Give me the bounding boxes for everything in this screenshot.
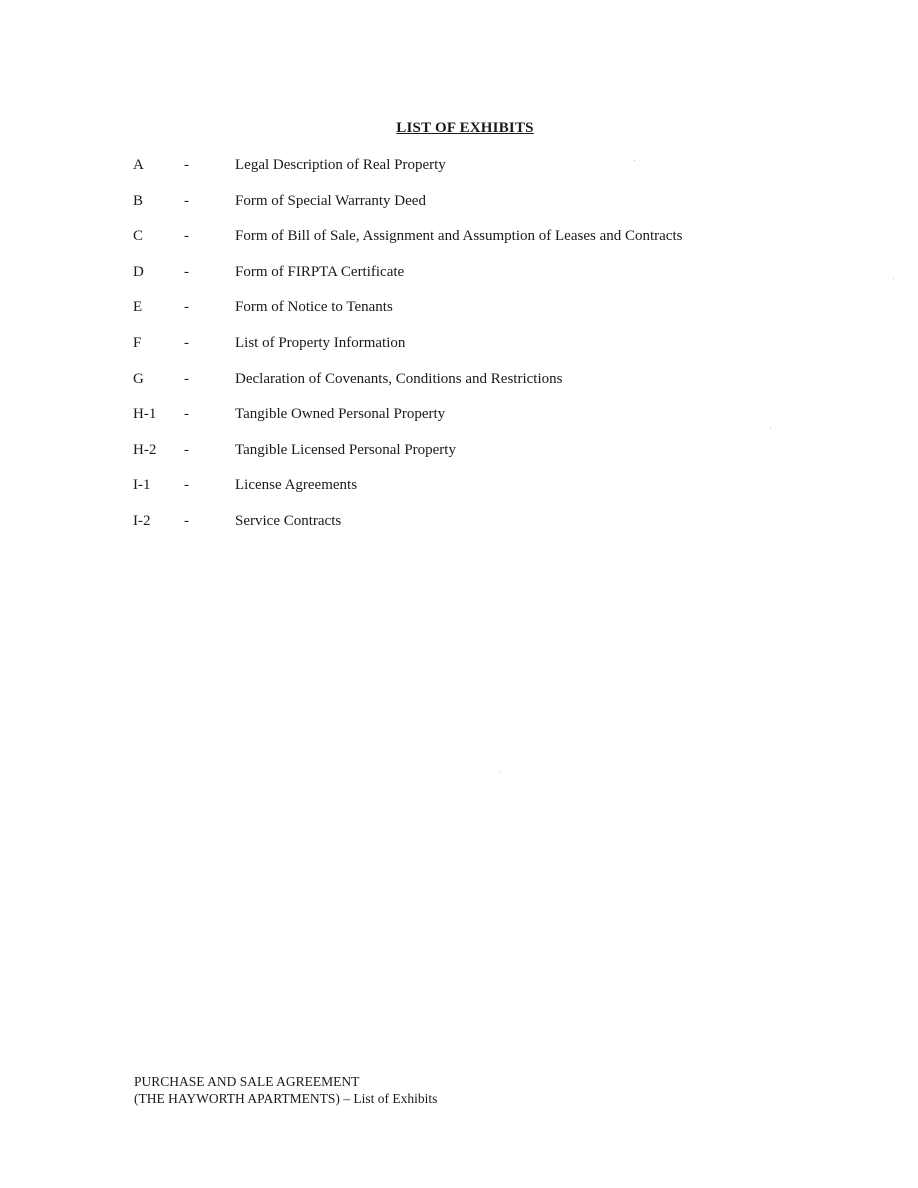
exhibit-row-h-2 bbox=[133, 440, 833, 476]
exhibit-letter: A bbox=[133, 157, 144, 173]
exhibit-letter: C bbox=[133, 228, 144, 245]
exhibit-row-b bbox=[133, 191, 833, 227]
exhibit-description: Tangible Licensed Personal Property bbox=[235, 441, 456, 458]
exhibit-dash: - bbox=[184, 299, 189, 316]
exhibit-letter: H-2 bbox=[133, 441, 157, 458]
scan-speck bbox=[770, 427, 771, 428]
exhibit-row-g bbox=[133, 369, 833, 405]
scan-speck bbox=[893, 278, 894, 279]
exhibit-description: Legal Description of Real Property bbox=[235, 157, 446, 173]
footer-line-2: (THE HAYWORTH APARTMENTS) – List of Exhibits bbox=[134, 1091, 438, 1106]
exhibit-row-i-2 bbox=[133, 511, 833, 547]
exhibit-letter: I-2 bbox=[133, 512, 151, 529]
exhibit-row-h-1 bbox=[133, 404, 833, 440]
exhibit-description: Form of Special Warranty Deed bbox=[235, 192, 426, 209]
exhibit-dash: - bbox=[184, 228, 189, 245]
exhibit-row-f bbox=[133, 333, 833, 369]
exhibit-description: Declaration of Covenants, Conditions and Restrictions bbox=[235, 370, 563, 387]
exhibit-letter: E bbox=[133, 299, 143, 316]
exhibit-description: Form of Notice to Tenants bbox=[235, 299, 393, 316]
exhibit-row-c bbox=[133, 226, 833, 262]
exhibit-description: Service Contracts bbox=[235, 512, 342, 529]
exhibit-dash: - bbox=[184, 263, 189, 280]
scan-speck bbox=[634, 160, 635, 161]
exhibit-row-i-1 bbox=[133, 475, 833, 511]
exhibit-row-e bbox=[133, 297, 833, 333]
exhibit-list bbox=[133, 155, 833, 547]
exhibit-letter: B bbox=[133, 192, 144, 209]
exhibit-dash: - bbox=[184, 370, 189, 387]
exhibit-letter: H-1 bbox=[133, 406, 157, 423]
exhibit-dash: - bbox=[184, 157, 189, 173]
exhibit-letter: G bbox=[133, 370, 144, 387]
exhibit-description: Form of Bill of Sale, Assignment and Assumption of Leases and Contracts bbox=[235, 228, 683, 245]
scan-speck bbox=[500, 772, 501, 773]
footer-line-1: PURCHASE AND SALE AGREEMENT bbox=[134, 1074, 360, 1089]
exhibit-dash: - bbox=[184, 192, 189, 209]
exhibit-dash: - bbox=[184, 441, 189, 458]
document-footer bbox=[134, 1073, 437, 1107]
exhibit-row-d bbox=[133, 262, 833, 298]
exhibit-description: License Agreements bbox=[235, 477, 358, 494]
exhibit-letter: F bbox=[133, 334, 142, 351]
exhibit-dash: - bbox=[184, 406, 189, 423]
exhibit-row-a bbox=[133, 155, 833, 191]
exhibit-description: List of Property Information bbox=[235, 334, 406, 351]
exhibit-letter: I-1 bbox=[133, 477, 151, 494]
exhibit-dash: - bbox=[184, 477, 189, 494]
exhibit-description: Form of FIRPTA Certificate bbox=[235, 263, 405, 280]
page-title: LIST OF EXHIBITS bbox=[396, 120, 534, 136]
exhibit-dash: - bbox=[184, 334, 189, 351]
exhibit-letter: D bbox=[133, 263, 144, 280]
exhibit-dash: - bbox=[184, 512, 189, 529]
exhibit-description: Tangible Owned Personal Property bbox=[235, 406, 446, 423]
